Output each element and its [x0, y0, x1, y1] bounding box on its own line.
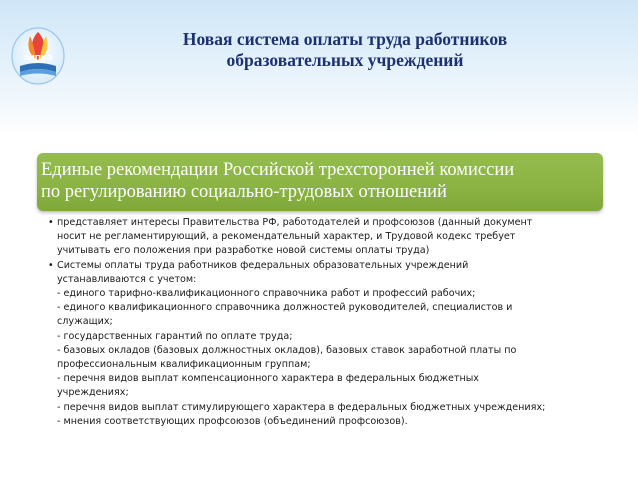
bullet-2-line-1: Системы оплаты труда работников федеральных образовательных учреждений [57, 259, 469, 271]
bullet-2-line-5: служащих; [57, 316, 113, 328]
bullet-list [48, 216, 608, 429]
slide-title [130, 29, 560, 71]
bullet-1-line-2: носит не регламентирующий, а рекомендательный характер, и Трудовой кодекс требует [57, 231, 516, 243]
slide-title-line-1: Новая система оплаты труда работников [182, 29, 508, 49]
bullet-2-line-4: - единого квалификационного справочника должностей руководителей, специалистов и [57, 302, 513, 314]
bullet-2-line-2: устанавливаются с учетом: [57, 273, 197, 285]
logo-text: АИПКО [23, 54, 53, 62]
banner-line-1: Единые рекомендации Российской трехсторонней комиссии [41, 160, 515, 180]
bullet-marker: • [48, 259, 54, 271]
bullet-2-line-11: - перечня видов выплат стимулирующего характера в федеральных бюджетных учреждениях; [57, 401, 546, 413]
bullet-1-line-3: учитывать его положения при разработке новой системы оплаты труда) [57, 245, 430, 257]
bullet-2-line-7: - базовых окладов (базовых должностных окладов), базовых ставок заработной платы по [57, 344, 517, 356]
bullet-2-line-8: профессиональным квалификационным группам; [57, 359, 311, 371]
slide-title-line-2: образовательных учреждений [226, 50, 464, 70]
bullet-2-line-12: - мнения соответствующих профсоюзов (объединений профсоюзов). [57, 415, 408, 427]
bullet-2-line-9: - перечня видов выплат компенсационного характера в федеральных бюджетных [57, 373, 479, 385]
bullet-item-1 [48, 216, 608, 259]
bullet-2-line-3: - единого тарифно-квалификационного справочника работ и профессий рабочих; [57, 288, 476, 300]
bullet-2-line-6: - государственных гарантий по оплате труда; [57, 330, 293, 342]
institution-logo-icon [10, 26, 66, 86]
bullet-marker: • [48, 217, 54, 228]
bullet-item-2 [48, 259, 608, 429]
section-banner [37, 153, 603, 211]
bullet-1-line-1: представляет интересы Правительства РФ, работодателей и профсоюзов (данный документ [57, 217, 533, 228]
banner-line-2: по регулированию социально-трудовых отношений [41, 182, 447, 202]
bullet-2-line-10: учреждениях; [57, 387, 129, 399]
